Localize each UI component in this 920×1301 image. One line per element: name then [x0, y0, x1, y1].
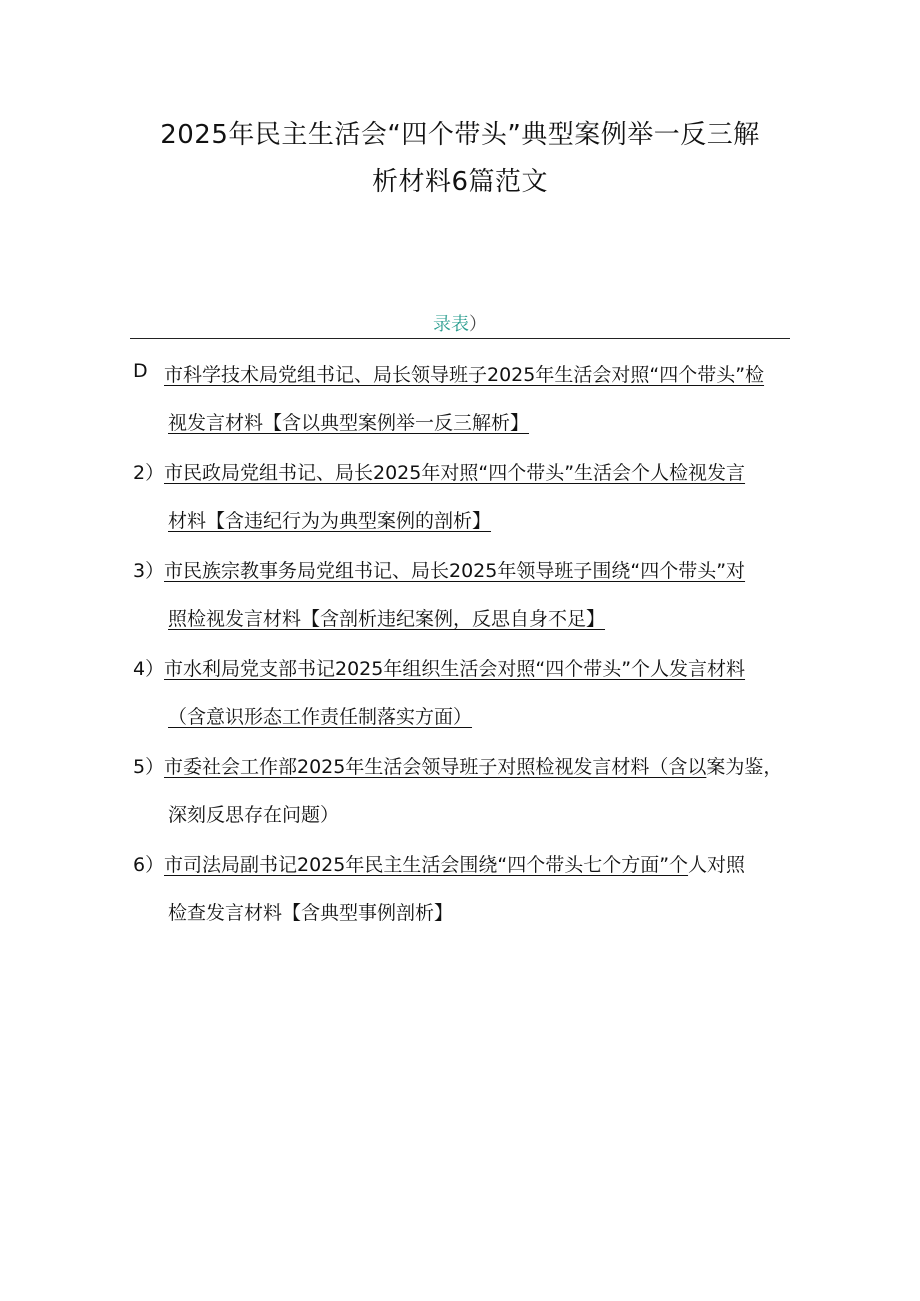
- toc-entry-link-continued[interactable]: 照检视发言材料【含剖析违纪案例，反思自身不足】: [168, 608, 606, 630]
- toc-entry-text-continued: 检查发言材料【含典型事例剖析】: [168, 902, 454, 924]
- toc-entry-number: 3）: [133, 560, 165, 582]
- toc-entry-link[interactable]: 市科学技术局党组书记、局长领导班子2025年生活会对照“四个带头”检: [164, 364, 765, 386]
- title-line-2: 析材料6篇范文: [371, 167, 549, 197]
- toc-entry-link[interactable]: 市委社会工作部2025年生活会领导班子对照检视发言材料（含以: [164, 756, 707, 778]
- toc-entry-link[interactable]: 市民族宗教事务局党组书记、局长2025年领导班子围绕“四个带头”对: [164, 560, 746, 582]
- toc-entry-number: 2）: [133, 462, 165, 484]
- toc-entry-number: D: [133, 360, 148, 382]
- title-line-1: 2025年民主生活会“四个带头”典型案例举一反三解: [160, 120, 760, 150]
- toc-entry-text: [164, 850, 745, 877]
- toc-divider: [130, 338, 790, 339]
- toc-entry-link[interactable]: 市司法局副书记2025年民主生活会围绕“四个带头七个方面”个: [164, 854, 689, 876]
- toc-entry-number: 5）: [133, 756, 165, 778]
- toc-entry-text-continued: 深刻反思存在问题）: [168, 804, 340, 826]
- toc-heading-main: 录表: [433, 314, 469, 335]
- toc-heading-tail: ）: [469, 314, 487, 335]
- toc-entry-link-continued[interactable]: （含意识形态工作责任制落实方面）: [168, 706, 473, 728]
- toc-entry-text-rest: 人对照: [688, 854, 746, 876]
- toc-entry-text: [164, 752, 782, 779]
- toc-entry-number: 4）: [133, 658, 165, 680]
- toc-entry-link[interactable]: 市水利局党支部书记2025年组织生活会对照“四个带头”个人发言材料: [164, 658, 746, 680]
- toc-entry-text-rest: 案为鉴，: [706, 756, 783, 778]
- toc-heading: [0, 310, 920, 336]
- toc-entry-number: 6）: [133, 854, 165, 876]
- toc-entry-link-continued[interactable]: 材料【含违纪行为为典型案例的剖析】: [168, 510, 492, 532]
- toc-entry-link[interactable]: 市民政局党组书记、局长2025年对照“四个带头”生活会个人检视发言: [164, 462, 746, 484]
- toc-entry-link-continued[interactable]: 视发言材料【含以典型案例举一反三解析】: [168, 412, 530, 434]
